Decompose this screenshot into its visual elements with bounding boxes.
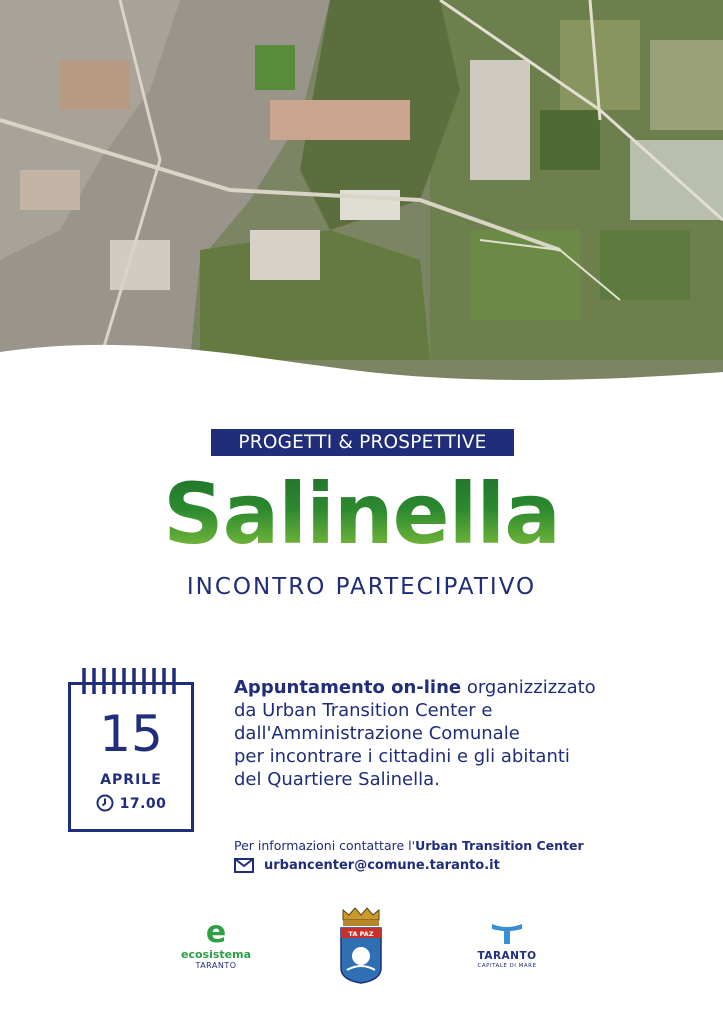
description-line-4: per incontrare i cittadini e gli abitanti: [234, 746, 570, 767]
event-time-value: 17.00: [119, 796, 167, 812]
ecosistema-name: ecosistema: [180, 948, 251, 961]
contact-text: Per informazioni contattare l': [234, 838, 416, 853]
taranto-t-icon: [490, 920, 524, 946]
clock-icon: [96, 794, 114, 812]
mail-icon: [234, 858, 254, 873]
taranto-tagline: CAPITALE DI MARE: [477, 963, 537, 969]
ecosistema-logo: [176, 917, 256, 971]
description-line-1: [234, 676, 674, 699]
crest-icon: [337, 906, 385, 984]
page-subtitle: INCONTRO PARTECIPATIVO: [186, 574, 537, 600]
event-time: [68, 794, 194, 812]
ecosistema-mark: e: [205, 915, 227, 950]
taranto-crest-logo: [337, 906, 385, 988]
description-line-3: dall'Amministrazione Comunale: [234, 723, 520, 744]
contact-email-row: [234, 856, 674, 876]
tagline-banner: PROGETTI & PROSPETTIVE: [211, 429, 514, 456]
taranto-capitale-logo: [470, 920, 544, 970]
event-date-calendar: [68, 668, 194, 832]
calendar-rings: [80, 668, 184, 698]
description-line-1-rest: organizzizzato: [461, 677, 596, 698]
description-lead: Appuntamento on-line: [234, 677, 462, 698]
page-title: Salinella: [0, 466, 723, 562]
event-description: [234, 676, 674, 791]
ecosistema-city: TARANTO: [195, 961, 237, 970]
contact-email[interactable]: urbancenter@comune.taranto.it: [264, 858, 500, 873]
crest-text: TA PAZ: [348, 930, 374, 938]
contact-org: Urban Transition Center: [415, 838, 584, 853]
event-day: 15: [99, 705, 163, 763]
taranto-name: TARANTO: [477, 950, 537, 962]
event-month: APRILE: [100, 772, 162, 788]
description-line-5: del Quartiere Salinella.: [234, 769, 440, 790]
aerial-photo: [0, 0, 723, 385]
description-line-2: da Urban Transition Center e: [234, 700, 493, 721]
contact-info: [234, 838, 674, 853]
